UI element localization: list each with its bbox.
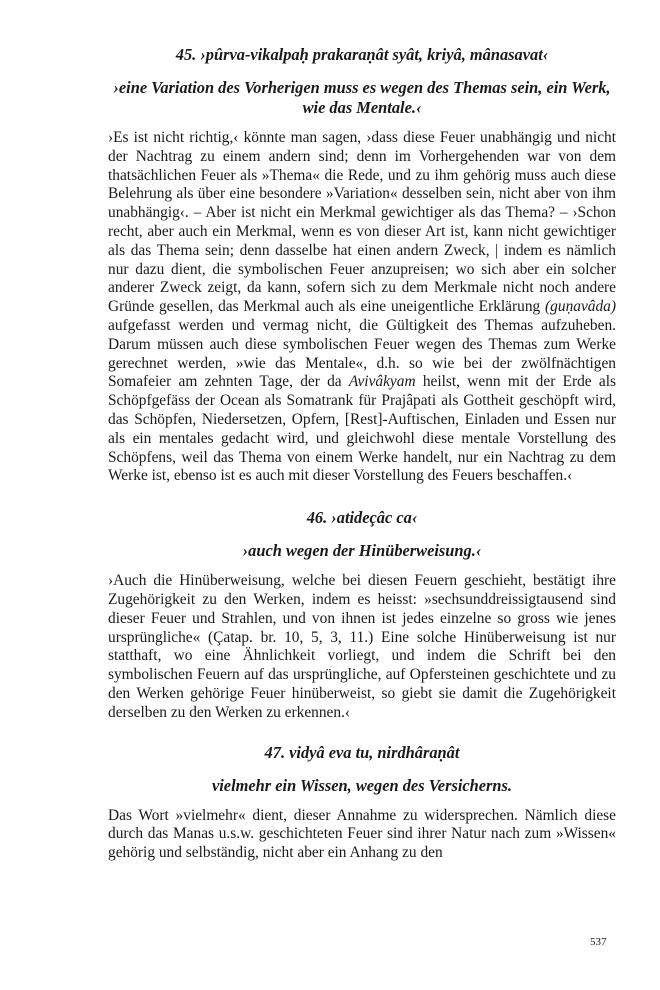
commentary-italic-term: Avivâkyam: [348, 373, 416, 391]
sutra-47-heading: 47. vidyâ eva tu, nirdhâraṇât: [264, 742, 460, 762]
sutra-47-translation: vielmehr ein Wissen, wegen des Versicherns.: [211, 775, 513, 795]
sutra-47-commentary: Das Wort »vielmehr« dient, dieser Annahme zu widersprechen. Nämlich diese durch das Manas u.s.w. geschichteten Feuer sind ihrer Natur nach zum »Wissen« gehörig und selbständig, nicht aber ein Anhang zu den: [108, 806, 616, 862]
sutra-46-commentary: ›Auch die Hinüberweisung, welche bei diesen Feuern geschieht, bestätigt ihre Zugehörigkeit zu den Werken, indem es heisst: »sechsunddreissigtausend sind dieser Feuer und Strahlen, und von ihnen ist jedes einzelne so gross wie jenes ursprüngliche« (Çatap. br. 10, 5, 3, 11.) Eine solche Hinüberweisung ist nur statthaft, wo eine Ähnlichkeit vorliegt, und indem die Schrift bei den symbolischen Feuern auf das ursprüngliche, auf Opfersteinen geschichtete und zu den Werken gehörige Feuer hinüberweist, so giebt sie damit die Zugehörigkeit derselben zu den Werken zu erkennen.‹: [108, 572, 616, 721]
sutra-45-heading: 45. ›pûrva-vikalpaḥ prakaraṇât syât, kriyâ, mânasavat‹: [175, 45, 549, 64]
sutra-45-translation: ›eine Variation des Vorherigen muss es wegen des Themas sein, ein Werk, wie das Mentale.‹: [113, 78, 611, 117]
sutra-45-commentary: [108, 129, 616, 486]
page-content: [108, 44, 616, 875]
sutra-46-translation: ›auch wegen der Hinüberweisung.‹: [242, 541, 482, 561]
commentary-italic-term: (guṇavâda): [545, 298, 616, 316]
commentary-text: aufgefasst werden und vermag nicht, die Gültigkeit des Themas aufzuheben. Darum müssen auch diese symbolischen Feuer wegen des Themas zum Werke gerechnet werden, »wie das Mentale«, d.h. so wie bei der zwölfnächtigen Somafeier am zehnten Tage, der da: [108, 316, 616, 391]
sutra-46-heading: 46. ›atideçâc ca‹: [306, 508, 418, 528]
page-number: 537: [590, 936, 607, 948]
commentary-text: ›Es ist nicht richtig,‹ könnte man sagen, ›dass diese Feuer unabhängig und nicht der Nachtrag zu einem andern sind; denn im Vorhergehenden war von dem thatsächlichen Feuer als »Thema« die Rede, und zu ihm gehörig muss auch diese Belehrung als über eine besondere »Variation« desselben sein, nicht aber von ihm unabhängig‹. – Aber ist nicht ein Merkmal gewichtiger als das Thema? – ›Schon recht, aber auch ein Merkmal, wenn es von dieser Art ist, kann nicht gewichtiger als das Thema sein; denn dasselbe hat einen andern Zweck, | indem es nämlich nur dazu dient, die symbolischen Feuer anzupreisen; wo sich aber ein solcher anderer Zweck zeigt, da kann, sofern sich zu dem Merkmale nicht noch andere Gründe gesellen, das Merkmal auch als eine uneigentliche Erklärung: [108, 129, 616, 316]
commentary-text: heilst, wenn mit der Erde als Schöpfgefäss der Ocean als Somatrank für Prajâpati als Gottheit geschöpft wird, das Schöpfen, Niedersetzen, Opfern, [Rest]-Auftischen, Einladen und Essen nur als ein mentales gedacht wird, und gleichwohl diese mentale Vorstellung des Schöpfens, weil das Thema von einem Werke handelt, nur ein Nachtrag zu dem Werke ist, ebenso ist es auch mit dieser Vorstellung des Feuers beschaffen.‹: [108, 373, 616, 485]
